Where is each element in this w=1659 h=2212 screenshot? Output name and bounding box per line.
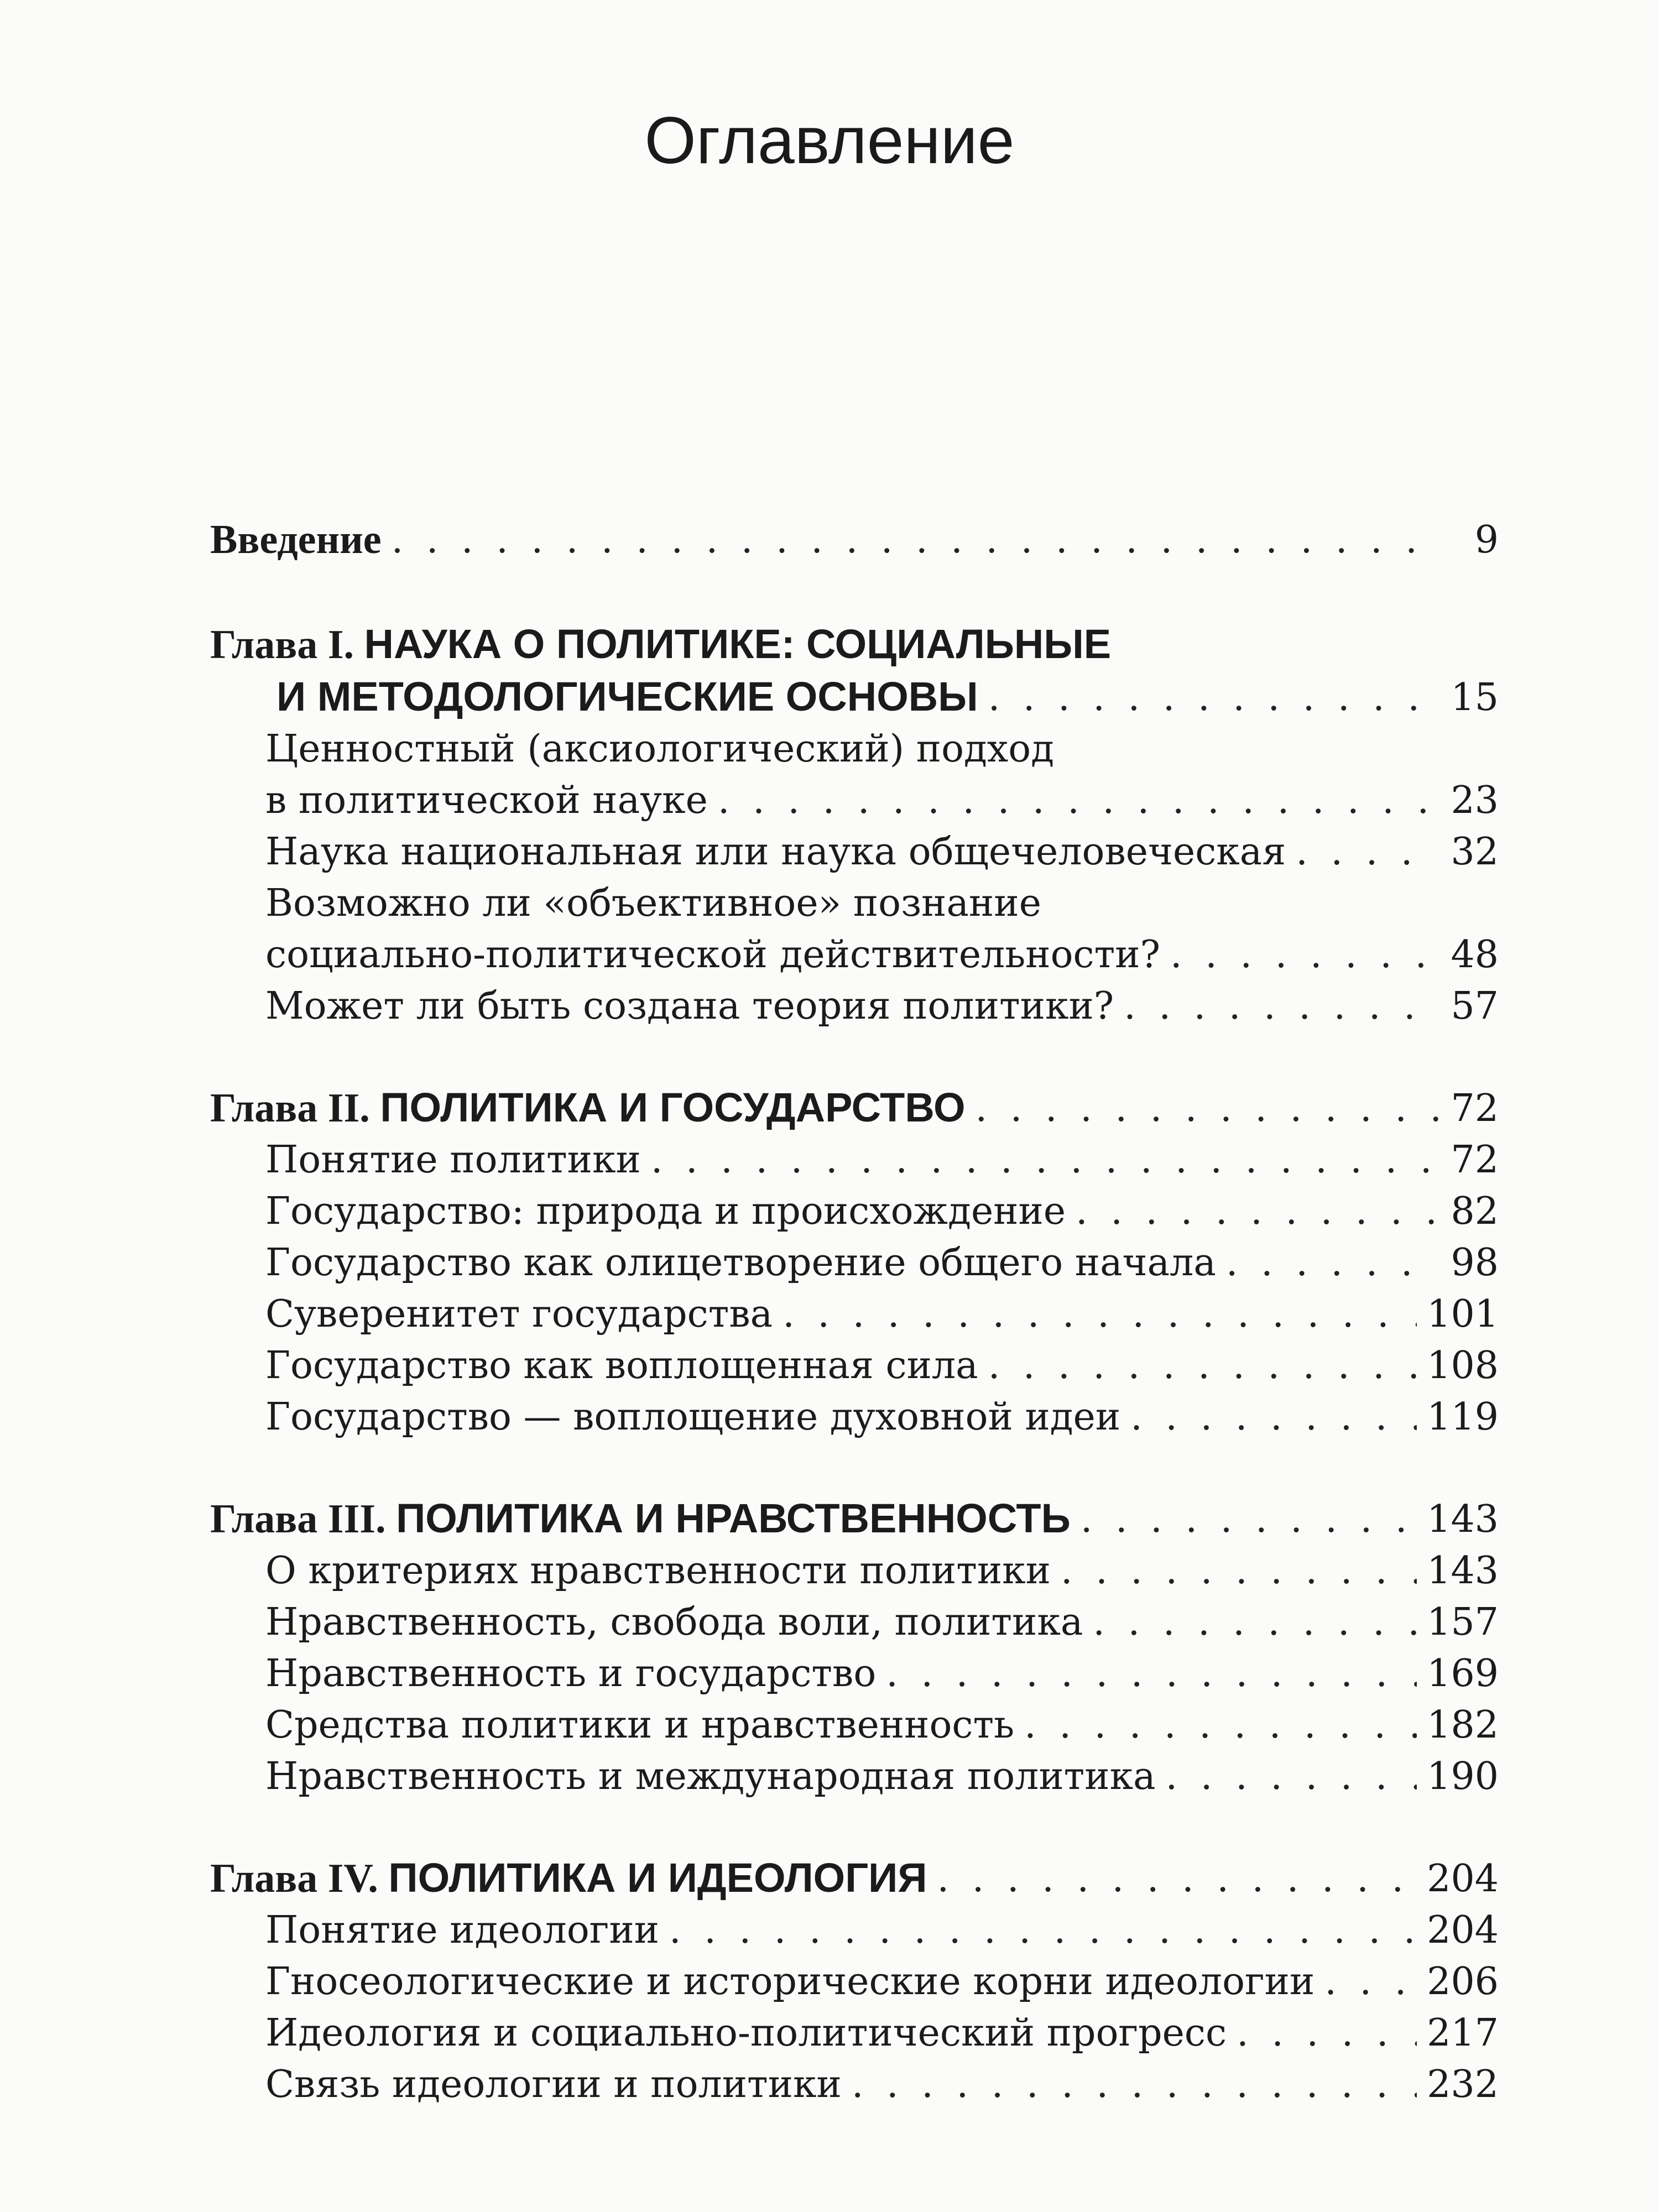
leader-dots	[1237, 2007, 1417, 2059]
leader-dots	[1226, 1237, 1439, 1288]
toc-page-number: 101	[1427, 1292, 1499, 1336]
toc-page-number: 108	[1427, 1344, 1499, 1387]
toc-page-number: 23	[1451, 779, 1499, 822]
toc-item-line1[interactable]: Возможно ли «объективное» познание	[265, 881, 1041, 925]
chapter-4-prefix: Глава IV.	[210, 1856, 378, 1901]
leader-dots	[937, 1853, 1417, 1905]
toc-page-number: 57	[1451, 984, 1499, 1028]
leader-dots	[1124, 980, 1439, 1032]
leader-dots	[975, 1083, 1439, 1134]
toc-item-label: Наука национальная или наука общечеловеческая	[265, 830, 1286, 874]
toc-item-label: Государство: природа и происхождение	[265, 1190, 1066, 1233]
chapter-3-title: ПОЛИТИКА И НРАВСТВЕННОСТЬ	[396, 1495, 1071, 1541]
toc-item[interactable]	[210, 1545, 1499, 1597]
toc-page-number: 169	[1427, 1652, 1499, 1695]
chapter-1-prefix: Глава I.	[210, 622, 354, 667]
toc-item[interactable]	[210, 1648, 1499, 1699]
toc-item-label: Государство как воплощенная сила	[265, 1344, 978, 1387]
toc-page-number: 72	[1451, 1087, 1499, 1130]
toc-item-label: Связь идеологии и политики	[265, 2063, 842, 2106]
leader-dots	[1296, 826, 1439, 878]
table-of-contents	[210, 514, 1499, 2110]
leader-dots	[1170, 929, 1439, 980]
toc-item[interactable]	[210, 1699, 1499, 1751]
toc-page-number: 204	[1427, 1908, 1499, 1952]
toc-item-label: Суверенитет государства	[265, 1292, 773, 1336]
chapter-4-title: ПОЛИТИКА И ИДЕОЛОГИЯ	[388, 1855, 927, 1901]
chapter-3-heading[interactable]	[210, 1493, 1499, 1545]
toc-item-label: Государство как олицетворение общего начала	[265, 1241, 1216, 1285]
leader-dots	[1166, 1751, 1417, 1802]
toc-page-number: 9	[1474, 518, 1499, 562]
chapter-1-heading-line2[interactable]	[210, 671, 1499, 723]
leader-dots	[988, 672, 1439, 723]
toc-item-label: Понятие идеологии	[265, 1908, 660, 1952]
chapter-4-heading[interactable]	[210, 1852, 1499, 1905]
toc-item-label: Может ли быть создана теория политики?	[265, 984, 1114, 1028]
page-title: Оглавление	[644, 103, 1015, 178]
leader-dots	[886, 1648, 1417, 1699]
leader-dots	[669, 1905, 1417, 1956]
toc-item[interactable]	[210, 980, 1499, 1032]
toc-page-number: 190	[1427, 1755, 1499, 1798]
toc-item-label: Нравственность и международная политика	[265, 1755, 1156, 1798]
toc-item[interactable]	[210, 1237, 1499, 1288]
toc-page-number: 143	[1427, 1498, 1499, 1541]
chapter-1-heading-line1[interactable]	[210, 618, 1499, 671]
toc-page-number: 143	[1427, 1549, 1499, 1593]
toc-page-number: 232	[1427, 2063, 1499, 2106]
toc-item[interactable]	[210, 929, 1499, 980]
toc-page-number: 157	[1427, 1600, 1499, 1644]
toc-item-line1[interactable]: Ценностный (аксиологический) подход	[265, 727, 1055, 771]
toc-item[interactable]	[210, 2059, 1499, 2110]
toc-item[interactable]	[210, 1134, 1499, 1186]
leader-dots	[1061, 1545, 1417, 1597]
toc-page-number: 206	[1427, 1960, 1499, 2004]
toc-item[interactable]	[210, 1391, 1499, 1443]
toc-page-number: 32	[1451, 830, 1499, 874]
leader-dots	[1024, 1699, 1417, 1751]
toc-item[interactable]	[210, 826, 1499, 878]
chapter-3-prefix: Глава III.	[210, 1496, 386, 1542]
toc-item[interactable]	[210, 1905, 1499, 1956]
leader-dots	[718, 775, 1439, 826]
toc-item[interactable]	[210, 1751, 1499, 1802]
chapter-1-title-line2: И МЕТОДОЛОГИЧЕСКИЕ ОСНОВЫ	[276, 674, 978, 719]
chapter-1-title-line1: НАУКА О ПОЛИТИКЕ: СОЦИАЛЬНЫЕ	[364, 621, 1112, 667]
chapter-2-title: ПОЛИТИКА И ГОСУДАРСТВО	[380, 1084, 966, 1130]
leader-dots	[392, 514, 1439, 566]
leader-dots	[1130, 1391, 1417, 1443]
toc-item-label: Средства политики и нравственность	[265, 1703, 1015, 1747]
toc-item-label: Идеология и социально-политический прогресс	[265, 2011, 1227, 2055]
toc-item[interactable]	[210, 1597, 1499, 1648]
toc-page-number: 119	[1427, 1395, 1499, 1439]
chapter-2-heading[interactable]	[210, 1082, 1499, 1134]
toc-item[interactable]	[210, 2007, 1499, 2059]
toc-item[interactable]	[210, 775, 1499, 826]
toc-page-number: 204	[1427, 1857, 1499, 1901]
leader-dots	[852, 2059, 1417, 2110]
toc-page-number: 182	[1427, 1703, 1499, 1747]
leader-dots	[1324, 1956, 1417, 2007]
leader-dots	[1076, 1186, 1439, 1237]
toc-item[interactable]	[210, 1288, 1499, 1340]
toc-item-label: Гносеологические и исторические корни идеологии	[265, 1960, 1315, 2004]
toc-page-number: 72	[1451, 1138, 1499, 1182]
toc-item-label: социально-политической действительности?	[265, 933, 1161, 977]
toc-item[interactable]	[210, 1956, 1499, 2007]
toc-page-number: 217	[1427, 2011, 1499, 2055]
leader-dots	[782, 1288, 1417, 1340]
leader-dots	[1093, 1597, 1417, 1648]
toc-entry-introduction[interactable]	[210, 514, 1499, 566]
leader-dots	[1081, 1494, 1417, 1545]
toc-item[interactable]	[210, 1186, 1499, 1237]
toc-entry-label: Введение	[210, 517, 382, 562]
toc-page-number: 82	[1451, 1190, 1499, 1233]
leader-dots	[988, 1340, 1417, 1391]
toc-item-label: Государство — воплощение духовной идеи	[265, 1395, 1121, 1439]
toc-item-label: Понятие политики	[265, 1138, 641, 1182]
toc-page-number: 15	[1451, 676, 1499, 719]
toc-item-label: Нравственность, свобода воли, политика	[265, 1600, 1083, 1644]
toc-item-label: в политической науке	[265, 779, 708, 822]
toc-page-number: 98	[1451, 1241, 1499, 1285]
toc-page-number: 48	[1451, 933, 1499, 977]
chapter-2-prefix: Глава II.	[210, 1086, 370, 1131]
leader-dots	[651, 1134, 1439, 1186]
toc-item-label: Нравственность и государство	[265, 1652, 877, 1695]
toc-item[interactable]	[210, 1340, 1499, 1391]
toc-item-label: О критериях нравственности политики	[265, 1549, 1051, 1593]
